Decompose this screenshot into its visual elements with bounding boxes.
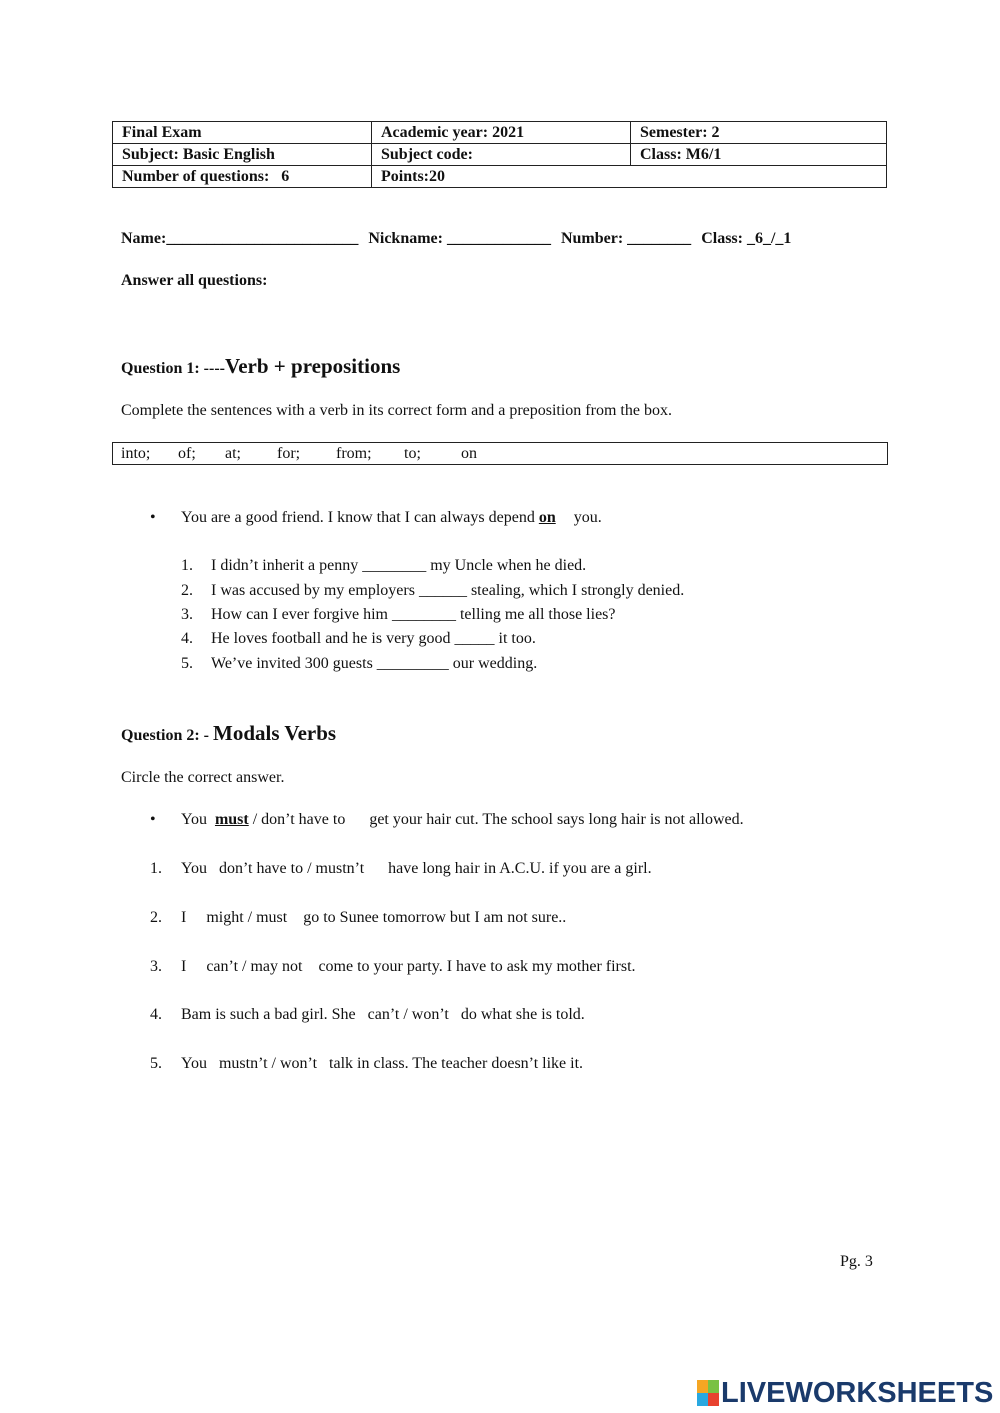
question2-item[interactable] bbox=[150, 1055, 583, 1073]
header-row bbox=[113, 144, 887, 166]
question2-item[interactable] bbox=[150, 860, 652, 878]
instruction: Answer all questions: bbox=[121, 272, 268, 289]
example-text-after: / don’t have to get your hair cut. The school says long hair is not allowed. bbox=[248, 811, 744, 828]
logo-block bbox=[708, 1393, 719, 1406]
header-row bbox=[113, 166, 887, 188]
item-number: 5. bbox=[150, 1055, 162, 1072]
header-cell: Academic year: 2021 bbox=[372, 122, 631, 144]
header-cell: Points:20 bbox=[372, 166, 887, 188]
item-text: I was accused by my employers ______ stealing, which I strongly denied. bbox=[211, 582, 685, 599]
page-number: Pg. 3 bbox=[840, 1253, 873, 1270]
logo-block bbox=[697, 1393, 708, 1406]
question2-item[interactable] bbox=[150, 1006, 585, 1024]
liveworksheets-logo[interactable] bbox=[697, 1378, 993, 1408]
item-number: 2. bbox=[181, 582, 193, 599]
logo-text: LIVEWORKSHEETS bbox=[721, 1377, 994, 1409]
question1-topic: Verb + prepositions bbox=[224, 354, 401, 378]
logo-block bbox=[697, 1380, 708, 1393]
item-text: You mustn’t / won’t talk in class. The teacher doesn’t like it. bbox=[181, 1055, 584, 1072]
question1-item[interactable] bbox=[181, 630, 536, 648]
word-box-item: into; bbox=[121, 445, 151, 462]
item-text: I might / must go to Sunee tomorrow but I am not sure.. bbox=[181, 909, 567, 926]
word-box-item: from; bbox=[336, 445, 372, 462]
exam-header-table bbox=[112, 121, 887, 188]
question2-title bbox=[121, 721, 336, 746]
item-number: 4. bbox=[150, 1006, 162, 1023]
item-number: 4. bbox=[181, 630, 193, 647]
question2-item[interactable] bbox=[150, 909, 566, 927]
item-number: 1. bbox=[181, 557, 193, 574]
word-box-item: to; bbox=[404, 445, 421, 462]
question1-title bbox=[121, 354, 400, 379]
item-number: 3. bbox=[150, 958, 162, 975]
question2-topic: Modals Verbs bbox=[213, 721, 337, 745]
number-field[interactable]: Number: ________ bbox=[560, 230, 692, 247]
header-cell: Final Exam bbox=[113, 122, 372, 144]
question2-label: Question 2: - bbox=[121, 727, 213, 744]
question1-example bbox=[150, 509, 602, 527]
example-answer: on bbox=[538, 509, 556, 526]
question2-description: Circle the correct answer. bbox=[121, 769, 285, 786]
word-box-item: on bbox=[461, 445, 477, 462]
bullet-icon: • bbox=[150, 509, 156, 526]
question1-item[interactable] bbox=[181, 582, 684, 600]
name-field[interactable]: Name:________________________ bbox=[121, 230, 359, 247]
item-text: You don’t have to / mustn’t have long hair in A.C.U. if you are a girl. bbox=[181, 860, 652, 877]
item-number: 1. bbox=[150, 860, 162, 877]
header-cell: Number of questions: 6 bbox=[113, 166, 372, 188]
preposition-word-box bbox=[112, 442, 888, 465]
example-text-before: You are a good friend. I know that I can always depend bbox=[181, 509, 539, 526]
item-text: We’ve invited 300 guests _________ our wedding. bbox=[211, 655, 538, 672]
header-cell: Subject code: bbox=[372, 144, 631, 166]
header-row bbox=[113, 122, 887, 144]
header-cell: Class: M6/1 bbox=[631, 144, 887, 166]
liveworksheets-mark-icon bbox=[697, 1380, 719, 1406]
question1-description: Complete the sentences with a verb in its correct form and a preposition from the box. bbox=[121, 402, 672, 419]
example-text-after: you. bbox=[573, 509, 602, 526]
example-answer: must bbox=[214, 811, 249, 828]
header-cell: Semester: 2 bbox=[631, 122, 887, 144]
item-text: I didn’t inherit a penny ________ my Uncle when he died. bbox=[211, 557, 587, 574]
word-box-item: for; bbox=[277, 445, 301, 462]
word-box-item: at; bbox=[225, 445, 241, 462]
item-text: How can I ever forgive him ________ telling me all those lies? bbox=[211, 606, 616, 623]
question1-label: Question 1: ---- bbox=[121, 360, 225, 377]
header-cell: Subject: Basic English bbox=[113, 144, 372, 166]
question1-item[interactable] bbox=[181, 655, 537, 673]
item-number: 5. bbox=[181, 655, 193, 672]
question2-example bbox=[150, 811, 744, 829]
example-text-before: You bbox=[181, 811, 215, 828]
question1-item[interactable] bbox=[181, 606, 616, 624]
student-info-line bbox=[121, 230, 797, 248]
class-field[interactable]: Class: _6_/_1 bbox=[701, 230, 792, 247]
word-box-item: of; bbox=[178, 445, 196, 462]
bullet-icon: • bbox=[150, 811, 156, 828]
question2-item[interactable] bbox=[150, 958, 636, 976]
nickname-field[interactable]: Nickname: _____________ bbox=[368, 230, 551, 247]
item-text: He loves football and he is very good _____ it too. bbox=[211, 630, 536, 647]
item-text: I can’t / may not come to your party. I have to ask my mother first. bbox=[181, 958, 636, 975]
logo-block bbox=[708, 1380, 719, 1393]
item-number: 2. bbox=[150, 909, 162, 926]
item-text: Bam is such a bad girl. She can’t / won’t do what she is told. bbox=[181, 1006, 585, 1023]
item-number: 3. bbox=[181, 606, 193, 623]
question1-item[interactable] bbox=[181, 557, 586, 575]
